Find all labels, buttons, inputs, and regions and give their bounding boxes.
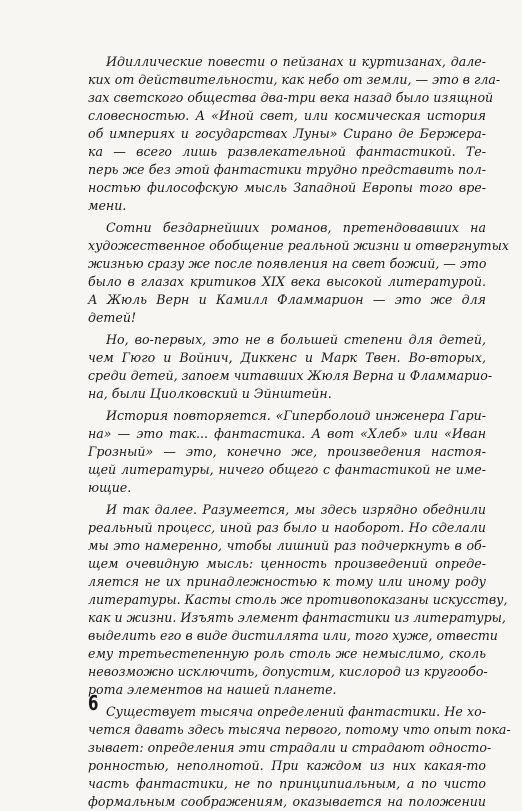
text-line: художественное обобщение реальной жизни и отвергнутых — [88, 238, 509, 253]
text-line: Грозный» — это, конечно же, произведения настоя- — [88, 444, 486, 459]
text-line: И так далее. Разумеется, мы здесь изрядно обеднили — [106, 502, 486, 517]
text-line: выделить его в виде дистиллята или, того хуже, отвести — [88, 628, 498, 643]
text-line: зывает: определения эти страдали и страдают односто- — [88, 740, 492, 755]
text-line: формальным соображениям, оказывается на положении — [88, 794, 486, 809]
text-line: мени. — [88, 198, 127, 213]
text-line: детей! — [88, 310, 137, 325]
paragraph — [88, 703, 511, 811]
paragraph — [88, 53, 501, 215]
text-line: мы это намеренно, чтобы лишний раз подчеркнуть в об- — [88, 538, 486, 553]
text-line: словесностью. А «Иной свет, или космическая история — [88, 108, 486, 123]
text-line: было в глазах критиков XIX века высокой литературой. — [88, 274, 486, 289]
paragraph — [88, 501, 508, 699]
text-line: А Жюль Верн и Камилл Фламмарион — это же для — [88, 292, 486, 307]
text-line: ронностью, неполнотой. При каждом из них какая-то — [88, 758, 486, 773]
text-line: ему третьестепенную роль столь же немыслимо, сколь — [88, 646, 486, 661]
paragraph — [88, 219, 509, 327]
text-line: как и жизни. Изъять элемент фантастики из литературы, — [88, 610, 506, 625]
text-line: невозможно исключить, допустим, кислород из кругообо- — [88, 664, 488, 679]
text-line: жизнью сразу же после появления на свет божий, — это — [88, 256, 487, 271]
text-line: на, были Циолковский и Эйнштейн. — [88, 386, 332, 401]
text-line: Сотни бездарнейших романов, претендовавших на — [106, 220, 486, 235]
text-line: ких от действительности, как небо от земли, — это в гла- — [88, 72, 501, 87]
page-text — [88, 53, 511, 811]
page-number: 6 — [88, 691, 99, 715]
text-line: Но, во-первых, это не в большей степени для детей, — [106, 332, 486, 347]
text-line: Существует тысяча определений фантастики. Не хо- — [106, 704, 486, 719]
text-line: зах светского общества два-три века назад было изящной — [88, 90, 494, 105]
text-line: рота элементов на нашей планете. — [88, 682, 337, 697]
text-line: чем Гюго и Войнич, Диккенс и Марк Твен. Во-вторых, — [88, 350, 486, 365]
text-line: ностью философскую мысль Западной Европы того вре- — [88, 180, 486, 195]
text-line: История повторяется. «Гиперболоид инженера Гари- — [106, 408, 486, 423]
text-line: щей литературы, ничего общего с фантастикой не име- — [88, 462, 486, 477]
text-line: щем очевидную мысль: ценность произведений опреде- — [88, 556, 486, 571]
paragraph — [88, 331, 493, 403]
text-line: литературы. Касты столь же противопоказаны искусству, — [88, 592, 508, 607]
text-line: на» — это так... фантастика. А вот «Хлеб» или «Иван — [88, 426, 486, 441]
text-line: реальный процесс, иной раз было и наоборот. Но сделали — [88, 520, 486, 535]
text-line: Идиллические повести о пейзанах и куртизанах, дале- — [106, 54, 486, 69]
paragraph — [88, 407, 486, 497]
text-line: ка — всего лишь развлекательной фантастикой. Те- — [88, 144, 486, 159]
text-line: часть фантастики, не по принципиальным, а по чисто — [88, 776, 486, 791]
text-line: перь же без этой фантастики трудно представить пол- — [88, 162, 486, 177]
text-line: чется давать здесь тысяча первого, потому что опыт пока- — [88, 722, 511, 737]
text-line: ляется не их принадлежностью к тому или иному роду — [88, 574, 486, 589]
text-line: ющие. — [88, 480, 132, 495]
text-line: об империях и государствах Луны» Сирано де Бержера- — [88, 126, 486, 141]
text-line: среди детей, запоем читавших Жюля Верна и Фламмарио- — [88, 368, 493, 383]
